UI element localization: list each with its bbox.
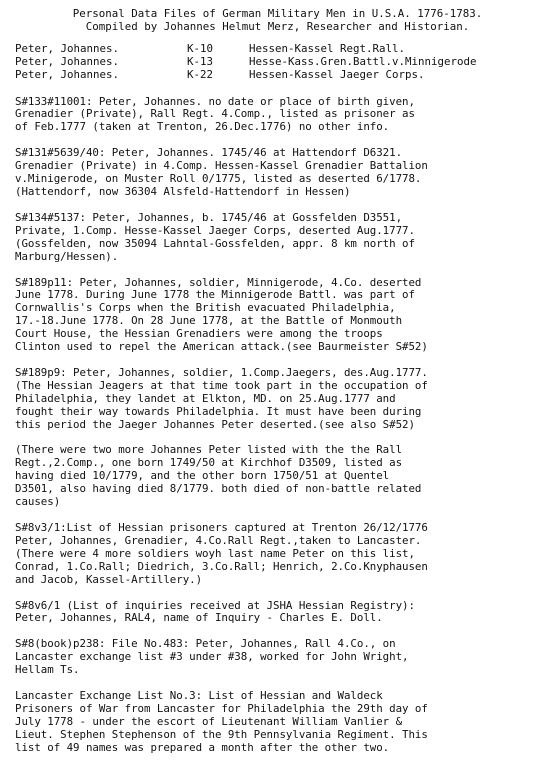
index-unit: Hessen-Kassel Jaeger Corps.	[249, 67, 425, 81]
entry-paragraph: S#133#11001: Peter, Johannes. no date or place of birth given, Grenadier (Private), Rall Regt. 4.Comp., listed as prisoner as of Feb.1777 (taken at Trenton, 26.Dec.1776) no other info.	[15, 94, 415, 134]
index-unit: Hesse-Kass.Gren.Battl.v.Minnigerode	[249, 54, 477, 68]
index-unit: Hessen-Kassel Regt.Rall.	[249, 41, 406, 55]
entry-paragraph: S#8v3/1:List of Hessian prisoners captured at Trenton 26/12/1776 Peter, Johannes, Grenadier, 4.Co.Rall Regt.,taken to Lancaster. (There were 4 more soldiers woyh last name Peter on this list, Conrad, 1.Co.Rall; Diedrich, 3.Co.Rall; Henrich, 2.Co.Knyphausen and Jacob, Kassel-Artillery.)	[15, 521, 428, 586]
index-name: Peter, Johannes.	[15, 67, 120, 81]
header-compiler: Compiled by Johannes Helmut Merz, Researcher and Historian.	[85, 19, 470, 33]
index-name: Peter, Johannes.	[15, 41, 120, 55]
file-index-table	[15, 43, 477, 82]
index-code: K-10	[187, 41, 214, 55]
entry-paragraph: S#131#5639/40: Peter, Johannes. 1745/46 at Hattendorf D6321. Grenadier (Private) in 4.Comp. Hessen-Kassel Grenadier Battalion v.Minigerode, on Muster Roll 0/1775, listed as deserted 6/1778. (Hattendorf, now 36304 Alsfeld-Hattendorf in Hessen)	[15, 146, 428, 198]
index-code: K-22	[187, 67, 214, 81]
table-row	[15, 69, 477, 82]
entry-paragraph: (There were two more Johannes Peter listed with the the Rall Regt.,2.Comp., one born 1749/50 at Kirchhof D3509, listed as having died 10/1779, and the other born 1750/51 at Quentel D3501, also having died 8/1779. both died of non-battle related causes)	[15, 443, 422, 509]
table-row	[15, 56, 477, 69]
entry-paragraph: S#134#5137: Peter, Johannes, b. 1745/46 at Gossfelden D3551, Private, 1.Comp. Hesse-Kassel Jaeger Corps, deserted Aug.1777. (Gossfelden, now 35094 Lahntal-Gossfelden, appr. 8 km north of Marburg/Hessen).	[15, 210, 415, 263]
table-row	[15, 43, 477, 56]
index-code: K-13	[187, 54, 214, 68]
entry-paragraph: Lancaster Exchange List No.3: List of Hessian and Waldeck Prisoners of War from Lancaster for Philadelphia the 29th day of July 1778 - under the escort of Lieutenant William Vanlier & Lieut. Stephen Stephenson of the 9th Pennsylvania Regiment. This list of 49 names was prepared a month after the other two.	[15, 689, 428, 754]
document-page	[15, 8, 540, 768]
entry-paragraph: S#8v6/1 (List of inquiries received at JSHA Hessian Registry): Peter, Johannes, RAL4, name of Inquiry - Charles E. Doll.	[15, 598, 415, 625]
document-header	[15, 8, 540, 34]
entry-paragraph: S#8(book)p238: File No.483: Peter, Johannes, Rall 4.Co., on Lancaster exchange list #3 under #38, worked for John Wright, Hellam Ts.	[15, 637, 409, 677]
entry-paragraph: S#189p11: Peter, Johannes, soldier, Minnigerode, 4.Co. deserted June 1778. During June 1778 the Minnigerode Battl. was part of Cornwallis's Corps when the British evacuated Philadelphia, 17.-18.June 1778. On 28 June 1778, at the Battle of Monmouth Court House, the Hessian Grenadiers were among the troops Clinton used to repel the American attack.(see Baurmeister S#52)	[15, 275, 428, 354]
entry-paragraph: S#189p9: Peter, Johannes, soldier, 1.Comp.Jaegers, des.Aug.1777. (The Hessian Jeagers at that time took part in the occupation of Philadelphia, they landet at Elkton, MD. on 25.Aug.1777 and fought their way towards Philadelphia. It must have been during this period the Jaeger Johannes Peter deserted.(see also S#52)	[15, 365, 428, 431]
header-title: Personal Data Files of German Military Men in U.S.A. 1776-1783.	[72, 7, 483, 20]
index-name: Peter, Johannes.	[15, 54, 120, 68]
